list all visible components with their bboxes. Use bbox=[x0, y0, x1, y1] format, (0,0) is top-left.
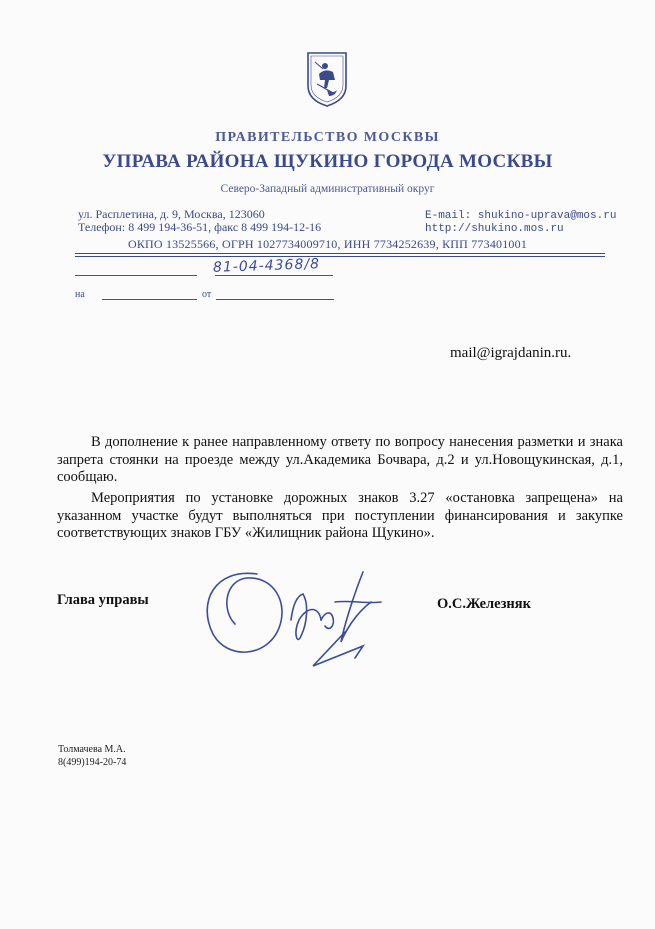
postal-address: ул. Расплетина, д. 9, Москва, 123060 bbox=[78, 207, 265, 221]
website-address: http://shukino.mos.ru bbox=[425, 223, 564, 235]
government-name: ПРАВИТЕЛЬСТВО МОСКВЫ bbox=[215, 130, 440, 145]
phone-fax: Телефон: 8 499 194-36-51, факс 8 499 194-12-16 bbox=[78, 220, 322, 234]
moscow-coat-of-arms-icon bbox=[305, 50, 349, 108]
outgoing-date-blank bbox=[75, 274, 197, 276]
reply-to-number-blank bbox=[102, 298, 197, 300]
body-paragraph: В дополнение к ранее направленному ответу по вопросу нанесения разметки и знака запрета стоянки на проезде между ул.Академика Бочвара, д.2 и ул.Новощукинская, д.1, сообщаю. bbox=[57, 434, 623, 485]
header-divider-thick bbox=[75, 253, 605, 254]
recipient-address: mail@igrajdanin.ru. bbox=[450, 345, 572, 361]
registration-codes: ОКПО 13525566, ОГРН 1027734009710, ИНН 7734252639, КПП 773401001 bbox=[127, 237, 528, 251]
executor-phone: 8(499)194-20-74 bbox=[58, 757, 127, 768]
body-paragraph: Мероприятия по установке дорожных знаков 3.27 «остановка запрещена» на указанном участке будут выполняться при поступлении финансирования и закупке соответствующих знаков ГБУ «Жилищник района Щукино». bbox=[57, 490, 623, 541]
reply-date-label: от bbox=[202, 289, 212, 300]
outgoing-number-blank bbox=[215, 274, 333, 276]
signatory-title: Глава управы bbox=[57, 592, 149, 608]
header-divider-thin bbox=[75, 256, 605, 257]
district-name: Северо-Западный административный округ bbox=[220, 183, 435, 195]
reply-to-label: на bbox=[75, 289, 85, 300]
organization-name: УПРАВА РАЙОНА ЩУКИНО ГОРОДА МОСКВЫ bbox=[102, 151, 553, 172]
reply-date-blank bbox=[216, 298, 334, 300]
executor-name: Толмачева М.А. bbox=[58, 744, 126, 755]
outgoing-number-handwritten: 81-04-4368/8 bbox=[212, 256, 321, 276]
handwritten-signature bbox=[195, 562, 395, 677]
signatory-name: О.С.Железняк bbox=[437, 596, 531, 612]
email-address: E-mail: shukino-uprava@mos.ru bbox=[425, 210, 617, 222]
